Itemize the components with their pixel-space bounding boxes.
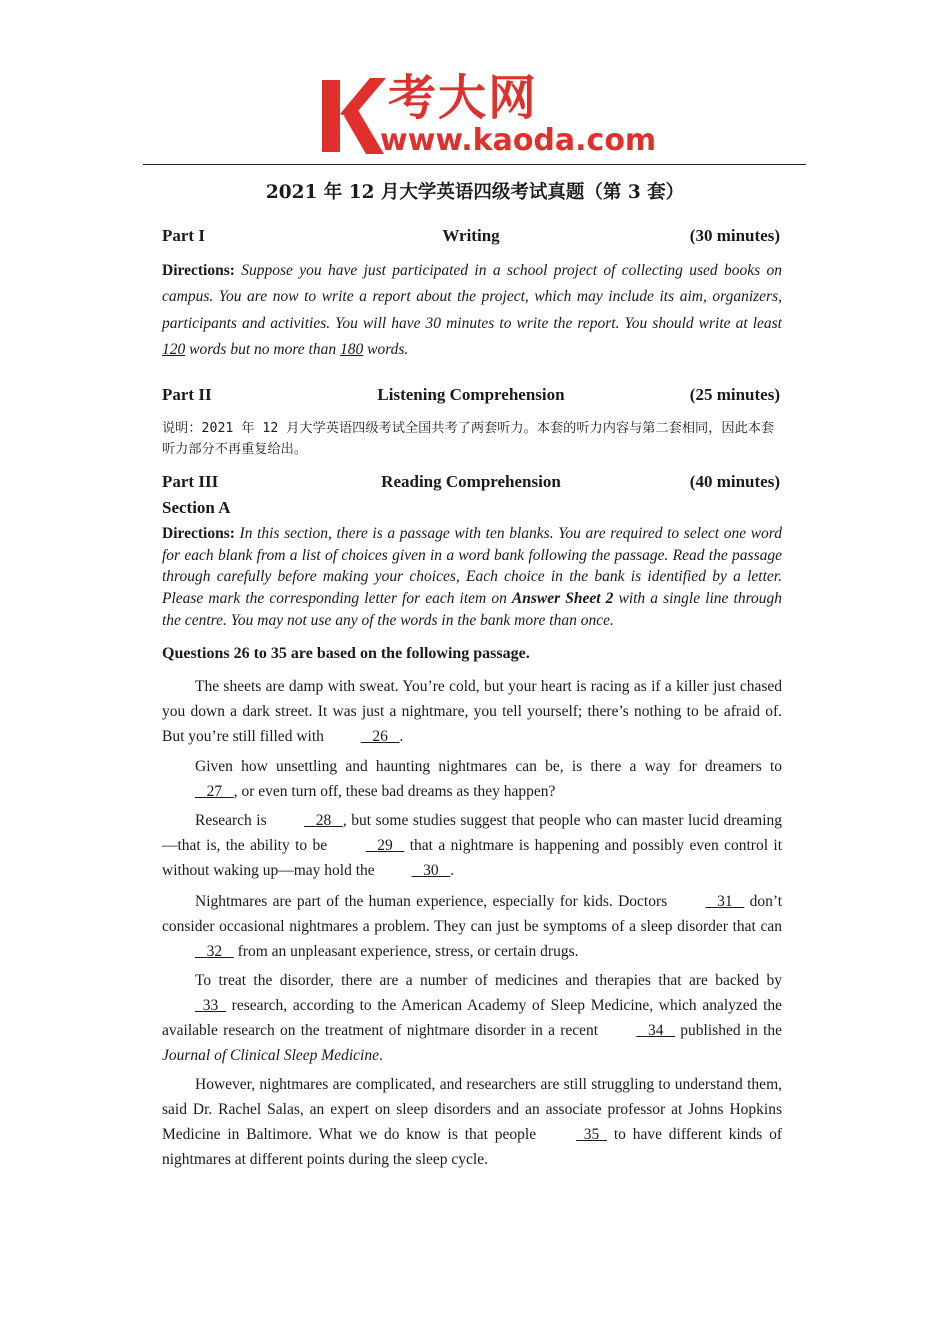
site-logo	[318, 70, 657, 162]
passage-text: from an unpleasant experience, stress, or certain drugs.	[237, 943, 579, 960]
blank-number: 27	[206, 783, 223, 800]
part3-heading	[162, 472, 780, 496]
journal-title: Journal of Clinical Sleep Medicine	[162, 1047, 379, 1064]
part3-name: Reading Comprehension	[381, 472, 561, 491]
blank-number: 30	[423, 862, 439, 879]
passage-text: Nightmares are part of the human experience, especially for kids. Doctors	[195, 893, 668, 910]
blank-number: 33	[202, 997, 219, 1014]
blank-number: 31	[717, 893, 733, 910]
part2-label: Part II	[162, 385, 212, 404]
blank-number: 28	[315, 812, 332, 829]
listening-note: 说明：2021 年 12 月大学英语四级考试全国共考了两套听力。本套的听力内容与第二套相同，因此本套听力部分不再重复给出。	[162, 421, 775, 457]
passage-text: published in the	[680, 1022, 783, 1039]
part3-directions-text-a: In this section, there is a passage with ten blanks. You are required to select one word for each blank from a list of choices given in a word bank following the passage. Read the passage through carefully before making your choices, Each choice in the bank is identified by a letter. Please mark the corresponding letter for each item on	[162, 525, 783, 608]
section-a-heading: Section A	[162, 498, 231, 517]
directions-label: Directions:	[162, 525, 235, 542]
passage-paragraph-3	[162, 808, 782, 883]
blank-30	[379, 858, 451, 883]
logo-k-mark-icon	[318, 76, 388, 156]
part2-name: Listening Comprehension	[377, 385, 565, 404]
logo-chinese-text: 考大网	[388, 70, 539, 126]
blank-26	[328, 724, 400, 749]
passage-text: Given how unsettling and haunting nightmares can be, is there a way for dreamers to	[195, 758, 782, 775]
blank-number: 32	[206, 943, 223, 960]
passage-paragraph-1	[162, 674, 782, 749]
passage-text: don’t consider occasional nightmares a problem. They can just be symptoms of a sleep disorder that can	[162, 893, 783, 935]
passage-text: .	[399, 728, 404, 745]
passage-text: The sheets are damp with sweat. You’re cold, but your heart is racing as if a killer just chased you down a dark street. It was just a nightmare, you tell yourself; there’s nothing to be afraid of. But you’re still filled with	[162, 678, 782, 745]
part3-directions	[162, 523, 782, 632]
part3-label: Part III	[162, 472, 219, 491]
part1-label: Part I	[162, 226, 205, 245]
page-title: 2021 年 12 月大学英语四级考试真题（第 3 套）	[265, 182, 685, 203]
part2-time: (25 minutes)	[689, 385, 780, 404]
part1-directions-text-b: words but no more than	[189, 340, 337, 358]
reading-passage	[162, 674, 782, 1172]
part1-heading	[162, 226, 780, 250]
answer-sheet-label: Answer Sheet 2	[511, 590, 614, 608]
questions-heading: Questions 26 to 35 are based on the following passage.	[162, 645, 530, 662]
passage-text: to have different kinds of nightmares at different points during the sleep cycle.	[162, 1126, 783, 1168]
blank-28	[271, 808, 343, 833]
blank-number: 35	[583, 1126, 600, 1143]
blank-34	[603, 1018, 675, 1043]
blank-29	[333, 833, 405, 858]
blank-number: 26	[372, 728, 388, 745]
blank-number: 29	[377, 837, 393, 854]
blank-33	[162, 993, 226, 1018]
passage-text: .	[378, 1047, 383, 1064]
part1-directions-text-a: Suppose you have just participated in a school project of collecting used books on campus. You are now to write a report about the project, which may include its aim, organizers, participants and activities. You will have 30 minutes to write the report. You should write at least	[162, 262, 782, 332]
passage-paragraph-4	[162, 889, 782, 964]
passage-text: , but some studies suggest that people who can master lucid dreaming—that is, the ability to be	[162, 812, 783, 854]
part1-name: Writing	[442, 226, 500, 245]
header-divider	[143, 164, 806, 165]
passage-paragraph-2	[162, 754, 782, 804]
blank-number: 34	[647, 1022, 664, 1039]
passage-text: However, nightmares are complicated, and researchers are still struggling to understand them, said Dr. Rachel Salas, an expert on sleep disorders and an associate professor at Johns Hopkins Medicine in Baltimore. What we do know is that people	[162, 1076, 782, 1143]
passage-text: that a nightmare is happening and possibly even control it without waking up—may hold the	[162, 837, 783, 879]
part1-time: (30 minutes)	[689, 226, 780, 245]
min-words: 120	[162, 340, 186, 358]
part3-time: (40 minutes)	[689, 472, 780, 491]
blank-32	[162, 939, 234, 964]
logo-url-text: www.kaoda.com	[380, 123, 657, 158]
directions-label: Directions:	[162, 262, 235, 279]
part2-heading	[162, 385, 780, 409]
blank-31	[673, 889, 745, 914]
part3-directions-text-b: with a single line through the centre. You may not use any of the words in the bank more than once.	[162, 590, 783, 629]
max-words: 180	[339, 340, 364, 358]
passage-text: To treat the disorder, there are a number of medicines and therapies that are backed by	[195, 972, 782, 989]
passage-text: research, according to the American Academy of Sleep Medicine, which analyzed the available research on the treatment of nightmare disorder in a recent	[162, 997, 783, 1039]
passage-paragraph-5	[162, 968, 782, 1068]
passage-paragraph-6	[162, 1072, 782, 1172]
part1-directions-text-c: words.	[367, 340, 409, 358]
passage-text: .	[450, 862, 455, 879]
passage-text: , or even turn off, these bad dreams as they happen?	[233, 783, 556, 800]
part1-directions	[162, 258, 782, 363]
passage-text: Research is	[195, 812, 267, 829]
blank-27	[162, 779, 234, 804]
blank-35	[543, 1122, 607, 1147]
